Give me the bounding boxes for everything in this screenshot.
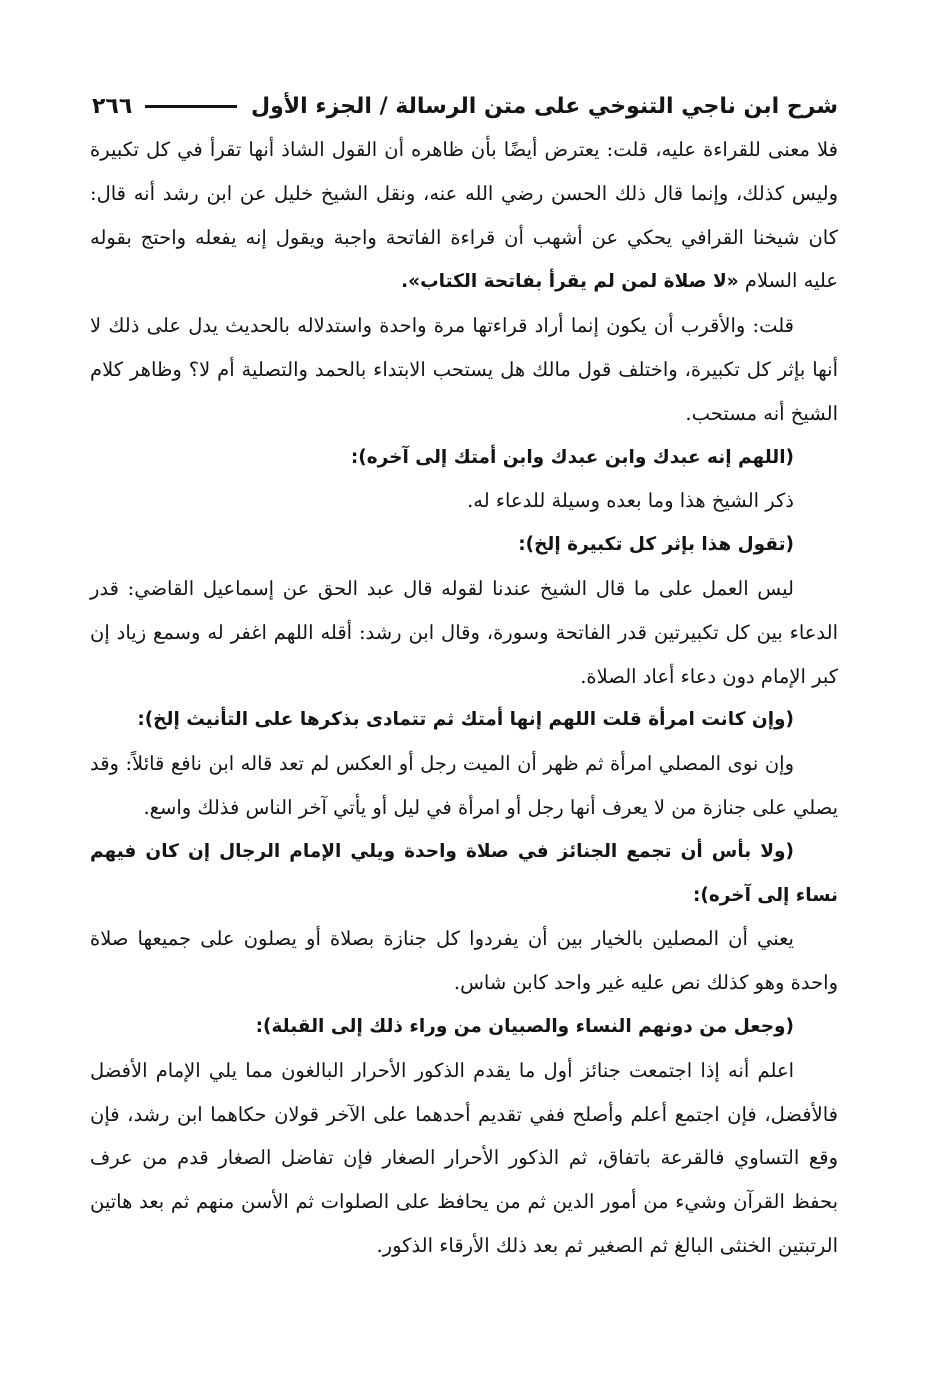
matn-quote-5: (وجعل من دونهم النساء والصبيان من وراء ذلك إلى القبلة): (255, 1015, 794, 1037)
page-header (90, 84, 838, 128)
paragraph-4: ليس العمل على ما قال الشيخ عندنا لقوله قال عبد الحق عن إسماعيل القاضي: قدر الدعاء بين كل تكبيرتين قدر الفاتحة وسورة، وقال ابن رشد: أقله اللهم اغفر له وسمع زياد إن كبر الإمام دون دعاء أعاد الصلاة. (90, 576, 838, 688)
hadith-quote: «لا صلاة لمن لم يقرأ بفاتحة الكتاب». (401, 271, 739, 293)
page-body (90, 128, 838, 1268)
paragraph-1 (90, 128, 838, 304)
paragraph-3: ذكر الشيخ هذا وما بعده وسيلة للدعاء له. (467, 489, 794, 513)
paragraph-6: يعني أن المصلين بالخيار بين أن يفردوا كل جنازة بصلاة أو يصلون على جميعها صلاة واحدة وهو كذلك نص عليه غير واحد كابن شاس. (90, 927, 838, 995)
paragraph-7: اعلم أنه إذا اجتمعت جنائز أول ما يقدم الذكور الأحرار البالغون مما يلي الإمام الأفضل فالأفضل، فإن اجتمع أعلم وأصلح ففي تقديم أحدهما على الآخر قولان حكاهما ابن رشد، فإن وقع التساوي فالقرعة باتفاق، ثم الذكور الأحرار الصغار فإن تفاضل الصغار قدم من عرف بحفظ القرآن وشيء من أمور الدين ثم من يحافظ على الصلوات ثم الأسن منهم ثم بعد هاتين الرتبتين الخنثى البالغ ثم الصغير ثم بعد ذلك الأرقاء الذكور. (90, 1058, 838, 1257)
paragraph-1-text: فلا معنى للقراءة عليه، قلت: يعترض أيضًا بأن ظاهره أن القول الشاذ أنها تقرأ في كل تكبيرة وليس كذلك، وإنما قال ذلك الحسن رضي الله عنه، ونقل الشيخ خليل عن ابن رشد أنه قال: كان شيخنا القرافي يحكي عن أشهب أن قراءة الفاتحة واجبة ويقول إنه يفعله واحتج بقوله عليه السلام (90, 138, 838, 293)
running-title: شرح ابن ناجي التنوخي على متن الرسالة / الجزء الأول (251, 93, 838, 119)
paragraph-5: وإن نوى المصلي امرأة ثم ظهر أن الميت رجل أو العكس لم تعد قاله ابن نافع قائلاً: وقد يصلي على جنازة من لا يعرف أنها رجل أو امرأة في ليل أو يأتي آخر الناس فذلك واسع. (90, 752, 838, 819)
matn-quote-1: (اللهم إنه عبدك وابن عبدك وابن أمتك إلى آخره): (350, 446, 794, 468)
page-number: ٢٦٦ (92, 93, 133, 119)
matn-quote-4: (ولا بأس أن تجمع الجنائز في صلاة واحدة ويلي الإمام الرجال إن كان فيهم نساء إلى آخره): (90, 840, 838, 906)
paragraph-2: قلت: والأقرب أن يكون إنما أراد قراءتها مرة واحدة واستدلاله بالحديث يدل على ذلك لا أنها بإثر كل تكبيرة، واختلف قول مالك هل يستحب الابتداء بالحمد والتصلية أم لا؟ وظاهر كلام الشيخ أنه مستحب. (90, 314, 838, 425)
header-title-group (145, 94, 838, 119)
matn-quote-2: (تقول هذا بإثر كل تكبيرة إلخ): (518, 534, 794, 556)
matn-quote-3: (وإن كانت امرأة قلت اللهم إنها أمتك ثم تتمادى بذكرها على التأنيث إلخ): (137, 709, 794, 731)
header-rule (145, 105, 237, 108)
book-page (90, 84, 838, 1354)
